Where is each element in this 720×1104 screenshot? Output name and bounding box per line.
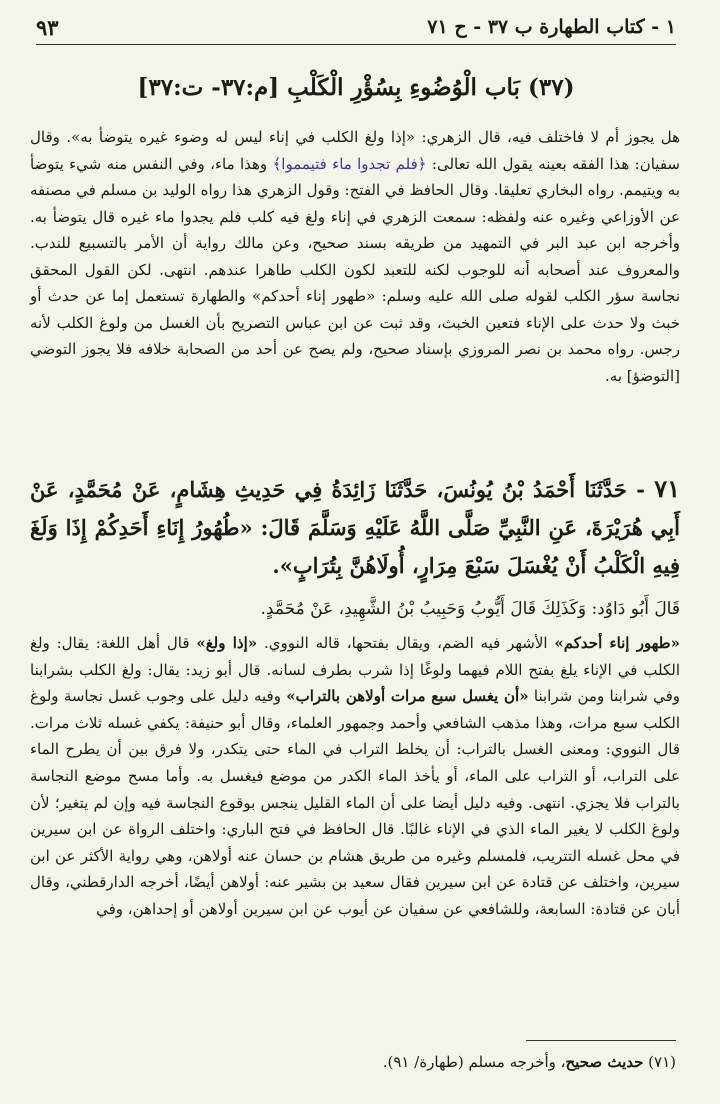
sharh-term-2: «إذا ولغ» (196, 634, 258, 652)
footnote (36, 1050, 676, 1074)
hadith-number: ٧١ (654, 474, 680, 503)
abudawud-note (30, 596, 680, 622)
page-header (36, 10, 676, 45)
sharh-term-3: «أن يغسل سبع مرات أولاهن بالتراب» (286, 687, 529, 706)
commentary-text (30, 124, 680, 389)
page-number: ٩٣ (36, 14, 59, 40)
abudawud-note-text: قَالَ أَبُو دَاوُد: وَكَذَلِكَ قَالَ أَيُّوبُ وَحَبِيبُ بْنُ الشَّهِيدِ، عَنْ مُحَمَّدٍ. (260, 599, 680, 619)
sharh-part-2: قال أهل اللغة: يقال: ولغ الكلب في الإناء يلغ بفتح اللام فيهما ولوغًا إذا شرب بطرف لسانه. قال أبو زيد: يقال: ولغ الكلب بشرابنا وفي شرابنا ومن شرابنا (30, 634, 681, 706)
footnote-marker: (٧١) (643, 1053, 676, 1071)
sharh-term-1: «طهور إناء أحدكم» (554, 634, 680, 652)
quran-citation: ﴿فلم تجدوا ماء فتيمموا﴾ (272, 154, 427, 173)
footnote-divider (526, 1040, 676, 1041)
sharh-part-1: الأشهر فيه الضم، ويقال بفتحها، قاله النووي. (257, 634, 555, 652)
hadith-body: حَدَّثَنَا أَحْمَدُ بْنُ يُونُسَ، حَدَّثَنَا زَائِدَةُ فِي حَدِيثِ هِشَامٍ، عَنْ مُحَمَّدٍ، عَنْ أَبِي هُرَيْرَةَ، عَنِ النَّبِيِّ صَلَّى اللَّهُ عَلَيْهِ وَسَلَّمَ قَالَ: «طُهُورُ إِنَاءِ أَحَدِكُمْ إِذَا وَلَغَ فِيهِ الْكَلْبُ أَنْ يُغْسَلَ سَبْعَ مِرَارٍ، أُولَاهُنَّ بِتُرَابٍ». (30, 477, 680, 578)
sharh-part-3: وفيه دليل على وجوب غسل نجاسة ولوغ الكلب سبع مرات، وهذا مذهب الشافعي وأحمد وجمهور العلماء، وقال أبو حنيفة: يكفي غسله ثلاث مرات. قال النووي: ومعنى الغسل بالتراب: أن يخلط التراب في الماء حتى يتكدر، ولا فرق بين أن يطرح الماء على التراب، أو التراب على الماء، أو يأخذ الماء الكدر من موضع فيغسل به. وأما مسح موضع النجاسة بالتراب فلا يجزي. انتهى. وفيه دليل أيضا على أن الماء القليل ينجس بوقوع النجاسة فيه وإن لم يتغير؛ لأن ولوغ الكلب لا يغير الماء الذي في الإناء غالبًا. قال الحافظ في فتح الباري: واختلف الرواة عن ابن سيرين في محل غسله التتريب، فلمسلم وغيره من طريق هشام بن حسان عنه أولاهن، وهي رواية الأكثر عن ابن سيرين، واختلف عن قتادة عن ابن سيرين فقال سعيد بن بشير عنه: أولاهن أيضًا، أخرجه الدارقطني، وقال أبان عن قتادة: السابعة، وللشافعي عن سفيان عن أيوب عن ابن سيرين أولاهن أو إحداهن، وفي (30, 687, 680, 918)
commentary-part-2: وهذا ماء، وفي النفس منه شيء يتوضأ به ويتيمم. رواه البخاري تعليقا. وقال الحافظ في الفتح: وقول الزهري هذا رواه الوليد بن مسلم في مصنفه عن الأوزاعي وغيره عنه ولفظه: سمعت الزهري في إناء ولغ فيه كلب فلم يجدوا ماء غيره قال يتوضأ به. وأخرجه ابن عبد البر في التمهيد من طريقه بسند صحيح، وعن مالك رواية أن الأمر بالتسبيع للندب. والمعروف عند أصحابه أنه للوجوب لكنه للتعبد لكون الكلب طاهرا عندهم. انتهى. لكن القول المحقق نجاسة سؤر الكلب لقوله صلى الله عليه وسلم: «طهور إناء أحدكم» والطهارة تستعمل إما عن حدث أو خبث ولا حدث على الإناء فتعين الخبث، وقد ثبت عن ابن عباس التصريح بأن الغسل من ولوغ الكلب لأنه رجس. رواه محمد بن نصر المروزي بإسناد صحيح، ولم يصح عن أحد من الصحابة خلافه فلا يجوز التوضي [التوضؤ] به. (30, 154, 680, 385)
commentary-part-1: هل يجوز أم لا فاختلف فيه، قال الزهري: «إذا ولغ الكلب في إناء ليس له وضوء غيره يتوضأ به». وقال سفيان: هذا الفقه بعينه يقول الله تعالى: (30, 128, 680, 173)
footnote-grade: حديث صحيح (565, 1053, 644, 1071)
footnote-text: ، وأخرجه مسلم (طهارة/ ٩١). (382, 1053, 566, 1071)
sharh-text (30, 630, 680, 923)
running-title: ١ - كتاب الطهارة ب ٣٧ - ح ٧١ (427, 16, 676, 38)
chapter-title: (٣٧) بَاب الْوُضُوءِ بِسُؤْرِ الْكَلْبِ [م:٣٧- ت:٣٧] (137, 74, 575, 101)
hadith-text: ٧١ - حَدَّثَنَا أَحْمَدُ بْنُ يُونُسَ، حَدَّثَنَا زَائِدَةُ فِي حَدِيثِ هِشَامٍ، عَنْ مُحَمَّدٍ، عَنْ أَبِي هُرَيْرَةَ، عَنِ النَّبِيِّ صَلَّى اللَّهُ عَلَيْهِ وَسَلَّمَ قَالَ: «طُهُورُ إِنَاءِ أَحَدِكُمْ إِذَا وَلَغَ فِيهِ الْكَلْبُ أَنْ يُغْسَلَ سَبْعَ مِرَارٍ، أُولَاهُنَّ بِتُرَابٍ». (30, 474, 680, 578)
